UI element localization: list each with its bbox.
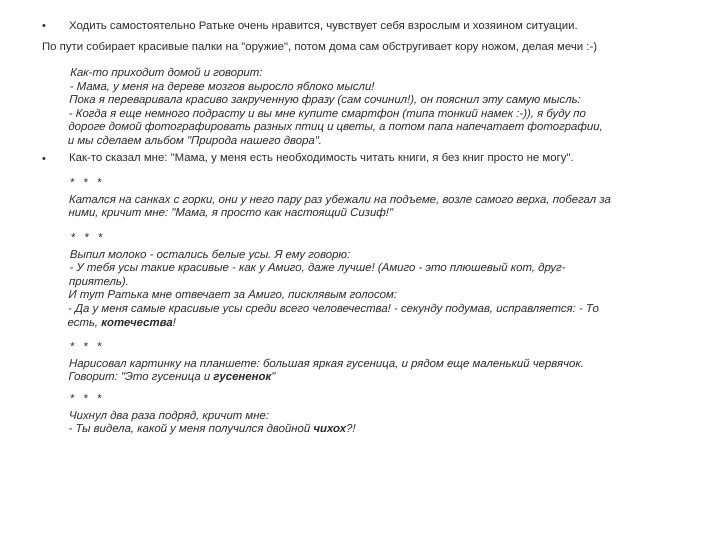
text-run: " — [271, 371, 276, 384]
text-run: - Ты видела, какой у меня получился двойной — [68, 423, 314, 436]
story-line: Пока я переваривала красиво закрученную фразу (сам сочинил!), он пояснил эту самую мысль: — [69, 94, 581, 107]
story-line: - Когда я еще немного подрасту и вы мне купите смартфон (типа тонкий намек :-)), я буду по — [68, 107, 587, 120]
section-separator: * * * — [69, 341, 105, 353]
story-line: И тут Ратька мне отвечает за Амиго, писклявым голосом: — [68, 289, 398, 302]
story-line: и мы сделаем альбом "Природа нашего двора". — [67, 134, 323, 147]
story-line: - Мама, у меня на дереве мозгов выросло яблоко мысли! — [69, 80, 375, 93]
story-block-1 — [68, 67, 691, 149]
story-line: ними, кричит мне: "Мама, я просто как настоящий Сизиф!" — [68, 207, 394, 220]
story-line: дороге домой фотографировать разных птиц и цветы, а потом папа напечатает фотографии, — [68, 121, 603, 134]
intro-line-2: По пути собирает красивые палки на "оружие", потом дома сам обстругивает кору ножом, делая мечи :-) — [42, 41, 598, 53]
story-line-last — [68, 423, 688, 437]
text-run: Говорит: "Это гусеница и — [68, 371, 214, 384]
story-line: Как-то приходит домой и говорит: — [70, 67, 263, 79]
section-separator: * * * — [69, 393, 105, 405]
intro-line-1: Ходить самостоятельно Ратьке очень нравится, чувствует себя взрослым и хозяином ситуации. — [69, 20, 578, 32]
story-line: - Да у меня самые красивые усы среди всего человечества! - секунду подумав, исправляется: - То — [67, 302, 600, 315]
story-block-mustache — [67, 232, 690, 330]
story-line: Выпил молоко - остались белые усы. Я ему говорю: — [69, 248, 351, 261]
story-line: Нарисовал картинку на планшете: большая яркая гусеница, и рядом еще маленький червячок. — [68, 357, 585, 370]
emphasized-word: гусененок — [213, 371, 272, 384]
text-run: ?! — [345, 423, 356, 436]
story-line-last — [68, 371, 688, 385]
section-separator: * * * — [70, 232, 106, 244]
section-separator: * * * — [69, 177, 105, 189]
story-block-sneeze — [68, 393, 690, 437]
emphasized-word: котечества — [101, 316, 173, 329]
story-line: Чихнул два раза подряд, кричит мне: — [68, 409, 270, 422]
story-line: - У тебя усы такие красивые - как у Амиго, даже лучше! (Амиго - это плюшевый кот, друг- — [69, 262, 566, 275]
story-line-last — [67, 317, 687, 331]
story-block-caterpillar — [68, 341, 690, 385]
story-line: Катался на санках с горки, они у него пару раз убежали на подъеме, возле самого верха, побегал за — [68, 193, 612, 206]
bullet-marker: • — [42, 153, 46, 165]
text-run: ! — [172, 316, 177, 329]
emphasized-word: чихох — [313, 423, 347, 436]
books-quote-line: Как-то сказал мне: "Мама, у меня есть необходимость читать книги, я без книг просто не могу". — [69, 152, 574, 164]
story-block-sisyphus — [68, 177, 690, 221]
bullet-marker: • — [42, 20, 46, 32]
text-run: есть, — [67, 316, 102, 329]
story-line: приятель). — [68, 275, 130, 288]
